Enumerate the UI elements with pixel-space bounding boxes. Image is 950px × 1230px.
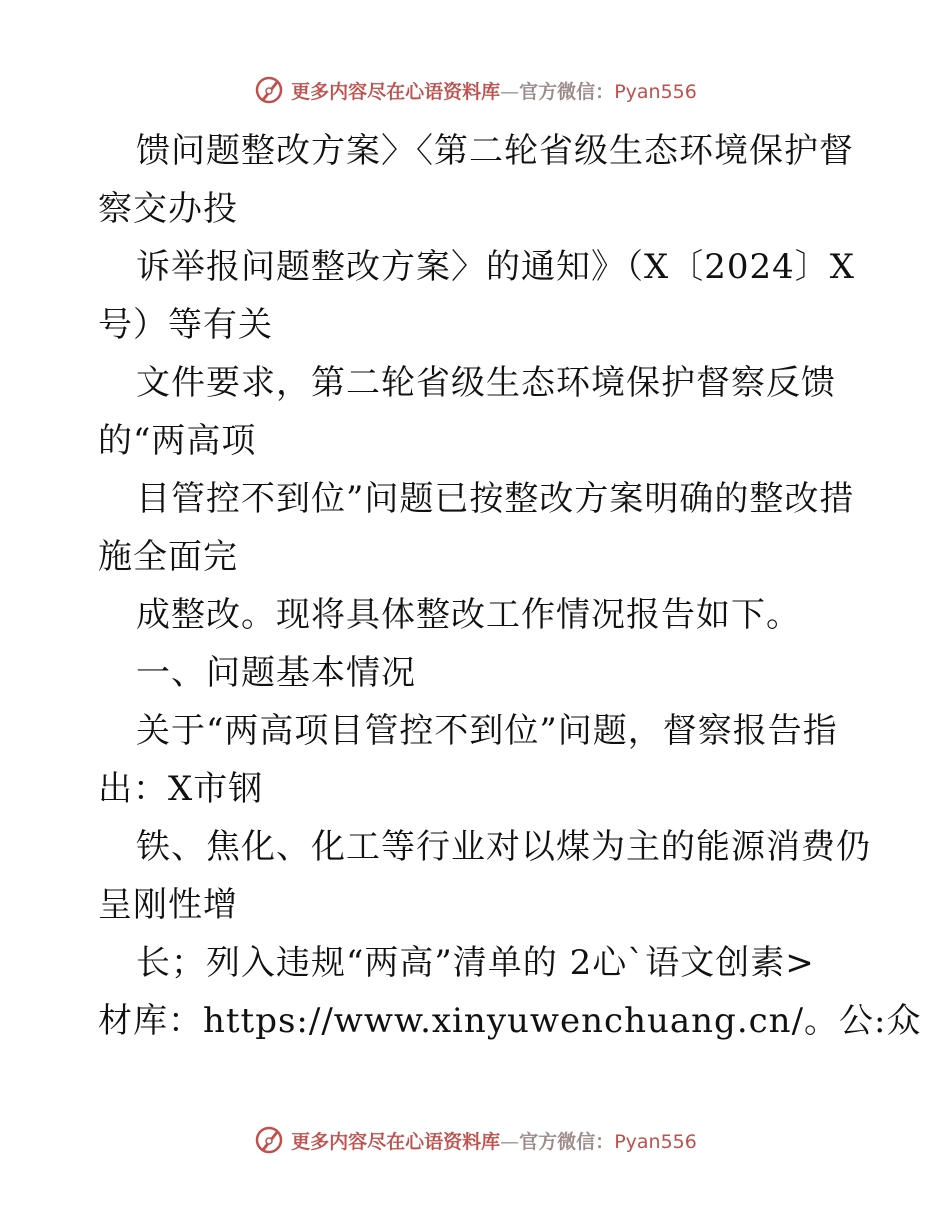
text-line: 目管控不到位”问题已按整改方案明确的整改措 [136, 479, 855, 519]
banner-wechat-label: 官方微信： [519, 80, 615, 103]
banner-wechat-id: Pyan556 [614, 1130, 697, 1153]
section-heading: 一、问题基本情况 [136, 653, 416, 693]
banner-text [291, 1127, 697, 1154]
banner-wechat-label: 官方微信： [519, 1130, 615, 1153]
text-line: 察交办投 [98, 189, 238, 229]
document-body [98, 122, 922, 1050]
text-line: 呈刚性增 [98, 885, 238, 925]
text-line: 关于“两高项目管控不到位”问题，督察报告指 [136, 711, 838, 751]
feather-pen-circle-icon [253, 1124, 285, 1156]
text-line: 馈问题整改方案〉〈第二轮省级生态环境保护督 [136, 131, 854, 171]
text-line: 的“两高项 [98, 421, 257, 461]
text-line: 铁、焦化、化工等行业对以煤为主的能源消费仍 [136, 827, 871, 867]
text-line: 长；列入违规“两高”清单的 2心`语文创素> [136, 943, 815, 983]
text-line: 出：X市钢 [98, 769, 264, 809]
text-line: 号）等有关 [98, 305, 273, 345]
banner-dash: — [500, 80, 520, 103]
text-line: 材库：https://www.xinyuwenchuang.cn/。公:众 [98, 1001, 922, 1041]
banner-main-text: 更多内容尽在心语资料库 [291, 80, 501, 103]
banner-dash: — [500, 1130, 520, 1153]
text-line: 施全面完 [98, 537, 238, 577]
banner-main-text: 更多内容尽在心语资料库 [291, 1130, 501, 1153]
footer-banner [0, 1120, 950, 1160]
banner-text [291, 77, 697, 104]
text-line: 文件要求，第二轮省级生态环境保护督察反馈 [136, 363, 836, 403]
header-banner [0, 70, 950, 110]
banner-wechat-id: Pyan556 [614, 80, 697, 103]
text-line: 诉举报问题整改方案〉的通知》（X〔2024〕X [136, 247, 855, 287]
text-line: 成整改。现将具体整改工作情况报告如下。 [136, 595, 801, 635]
feather-pen-circle-icon [253, 74, 285, 106]
